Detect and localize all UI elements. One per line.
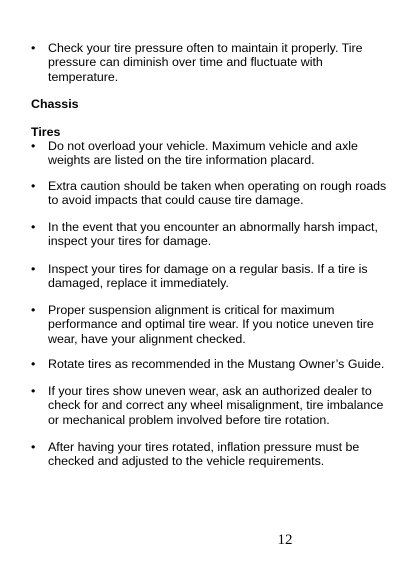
bullet-marker: • (31, 262, 36, 276)
bullet-line: pressure can diminish over time and fluctuate with (48, 55, 323, 70)
bullet-line: damaged, replace it immediately. (48, 276, 229, 291)
bullet-line: In the event that you encounter an abnormally harsh impact, (48, 220, 378, 234)
bullet-marker: • (31, 384, 36, 398)
bullet-line: wear, have your alignment checked. (48, 331, 246, 346)
bullet-line: inspect your tires for damage. (48, 234, 212, 249)
bullet-line: Extra caution should be taken when operating on rough roads (48, 179, 387, 193)
bullet-marker: • (31, 357, 36, 371)
bullet-text (48, 357, 391, 371)
bullet-marker: • (31, 440, 36, 454)
bullet-line: Do not overload your vehicle. Maximum vehicle and axle (48, 139, 358, 153)
bullet-text (48, 41, 391, 84)
bullet-line: checked and adjusted to the vehicle requirements. (48, 454, 325, 469)
bullet-marker: • (31, 139, 36, 153)
bullet-line: Check your tire pressure often to maintain it properly. Tire (48, 41, 363, 55)
bullet-line: After having your tires rotated, inflation pressure must be (48, 440, 360, 454)
bullet-line: check for and correct any wheel misalignment, tire imbalance (48, 398, 384, 413)
bullet-text (48, 139, 391, 168)
bullet-text (48, 440, 391, 469)
bullet-line: If your tires show uneven wear, ask an authorized dealer to (48, 384, 372, 398)
bullet-line: Proper suspension alignment is critical for maximum (48, 303, 335, 317)
bullet-text (48, 303, 391, 346)
subsection-heading: Tires (31, 125, 61, 139)
bullet-text (48, 262, 391, 291)
bullet-line: Rotate tires as recommended in the Mustang Owner’s Guide. (48, 357, 385, 371)
bullet-marker: • (31, 220, 36, 234)
bullet-text (48, 384, 391, 427)
bullet-marker: • (31, 179, 36, 193)
bullet-line: to avoid impacts that could cause tire damage. (48, 193, 304, 208)
bullet-marker: • (31, 303, 36, 317)
bullet-line: weights are listed on the tire information placard. (48, 153, 315, 168)
page-number: 12 (277, 532, 293, 548)
bullet-marker: • (31, 41, 36, 55)
bullet-text (48, 179, 391, 208)
section-heading: Chassis (31, 97, 79, 111)
bullet-line: or mechanical problem involved before tire rotation. (48, 412, 330, 427)
bullet-line: performance and optimal tire wear. If you notice uneven tire (48, 317, 374, 332)
bullet-line: temperature. (48, 69, 119, 84)
bullet-line: Inspect your tires for damage on a regular basis. If a tire is (48, 262, 368, 276)
bullet-text (48, 220, 391, 249)
